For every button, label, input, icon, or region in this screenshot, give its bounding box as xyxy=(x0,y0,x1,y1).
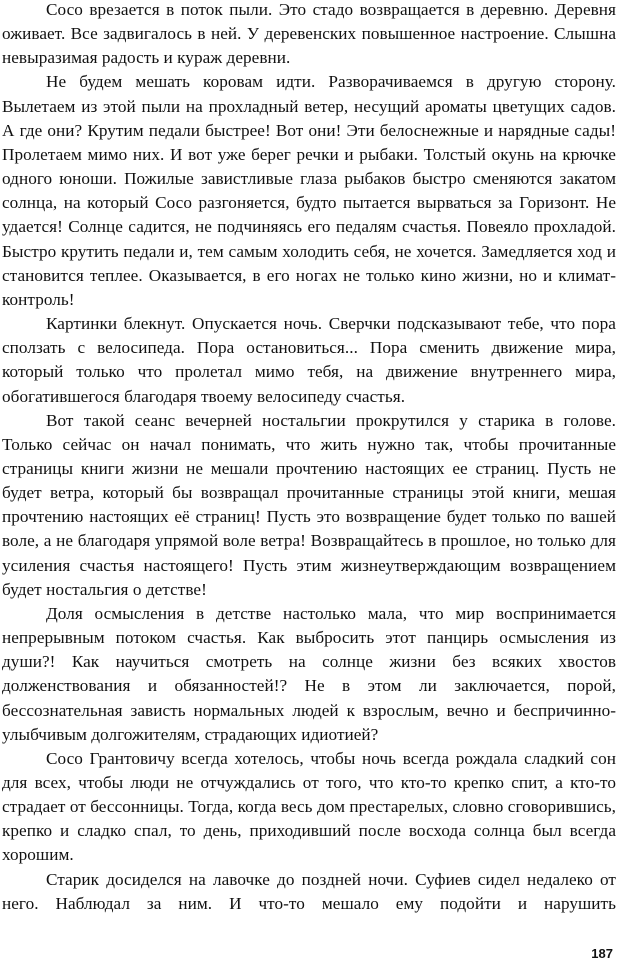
page-number: 187 xyxy=(591,946,613,961)
paragraph-4: Вот такой сеанс вечерней ностальгии прокрутился у старика в голове. Только сейчас он начал понимать, что жить нужно так, чтобы прочитанные страницы книги жизни не мешали прочтению настоящих ее страниц. Пусть не будет ветра, который бы возвращал прочитанные страницы этой книги, мешая прочтению настоящих её страниц! Пусть это возвращение будет только по вашей воле, а не благодаря упрямой воле ветра! Возвращайтесь в прошлое, но только для усиления счастья настоящего! Пусть этим жизнеутверждающим возвращением будет ностальгия о детстве! xyxy=(2,410,616,599)
paragraph-3: Картинки блекнут. Опускается ночь. Сверчки подсказывают тебе, что пора сползать с велосипеда. Пора остановиться... Пора сменить движение мира, который только что пролетал мимо тебя, на движение внутреннего мира, обогатившегося благодаря твоему велосипеду счастья. xyxy=(2,314,616,406)
paragraph-5: Доля осмысления в детстве настолько мала, что мир воспринимается непрерывным потоком счастья. Как выбросить этот панцирь осмысления из души?! Как научиться смотреть на солнце жизни без всяких хвостов долженствования и обязанностей!? Не в этом ли заключается, порой, бессознательная зависть нормальных людей к взрослым, вечно и беспричинно-улыбчивым долгожителям, страдающих идиотией? xyxy=(2,603,616,744)
body-text xyxy=(2,0,616,916)
paragraph-6: Сосо Грантовичу всегда хотелось, чтобы ночь всегда рождала сладкий сон для всех, чтобы люди не отчуждались от того, что кто-то крепко спит, а кто-то страдает от бессонницы. Тогда, когда весь дом престарелых, словно сговорившись, крепко и сладко спал, то день, приходивший после восхода солнца был всегда хорошим. xyxy=(2,748,616,865)
paragraph-2: Не будем мешать коровам идти. Разворачиваемся в другую сторону. Вылетаем из этой пыли на прохладный ветер, несущий ароматы цветущих садов. А где они? Крутим педали быстрее! Вот они! Эти белоснежные и нарядные сады! Пролетаем мимо них. И вот уже берег речки и рыбаки. Толстый окунь на крючке одного юноши. Пожилые завистливые глаза рыбаков быстро сменяются закатом солнца, на который Сосо разгоняется, будто пытается вырваться за Горизонт. Не удается! Солнце садится, не подчиняясь его педалям счастья. Повеяло прохладой. Быстро крутить педали и, тем самым холодить себя, не хочется. Замедляется ход и становится теплее. Оказывается, в его ногах не только кино жизни, но и климат-контроль! xyxy=(2,72,616,309)
paragraph-1: Сосо врезается в поток пыли. Это стадо возвращается в деревню. Деревня оживает. Все задвигалось в ней. У деревенских повышенное настроение. Слышна невыразимая радость и кураж деревни. xyxy=(2,0,616,68)
paragraph-7: Старик досиделся на лавочке до поздней ночи. Суфиев сидел недалеко от него. Наблюдал за ним. И что-то мешало ему подойти и нарушить xyxy=(2,869,616,913)
